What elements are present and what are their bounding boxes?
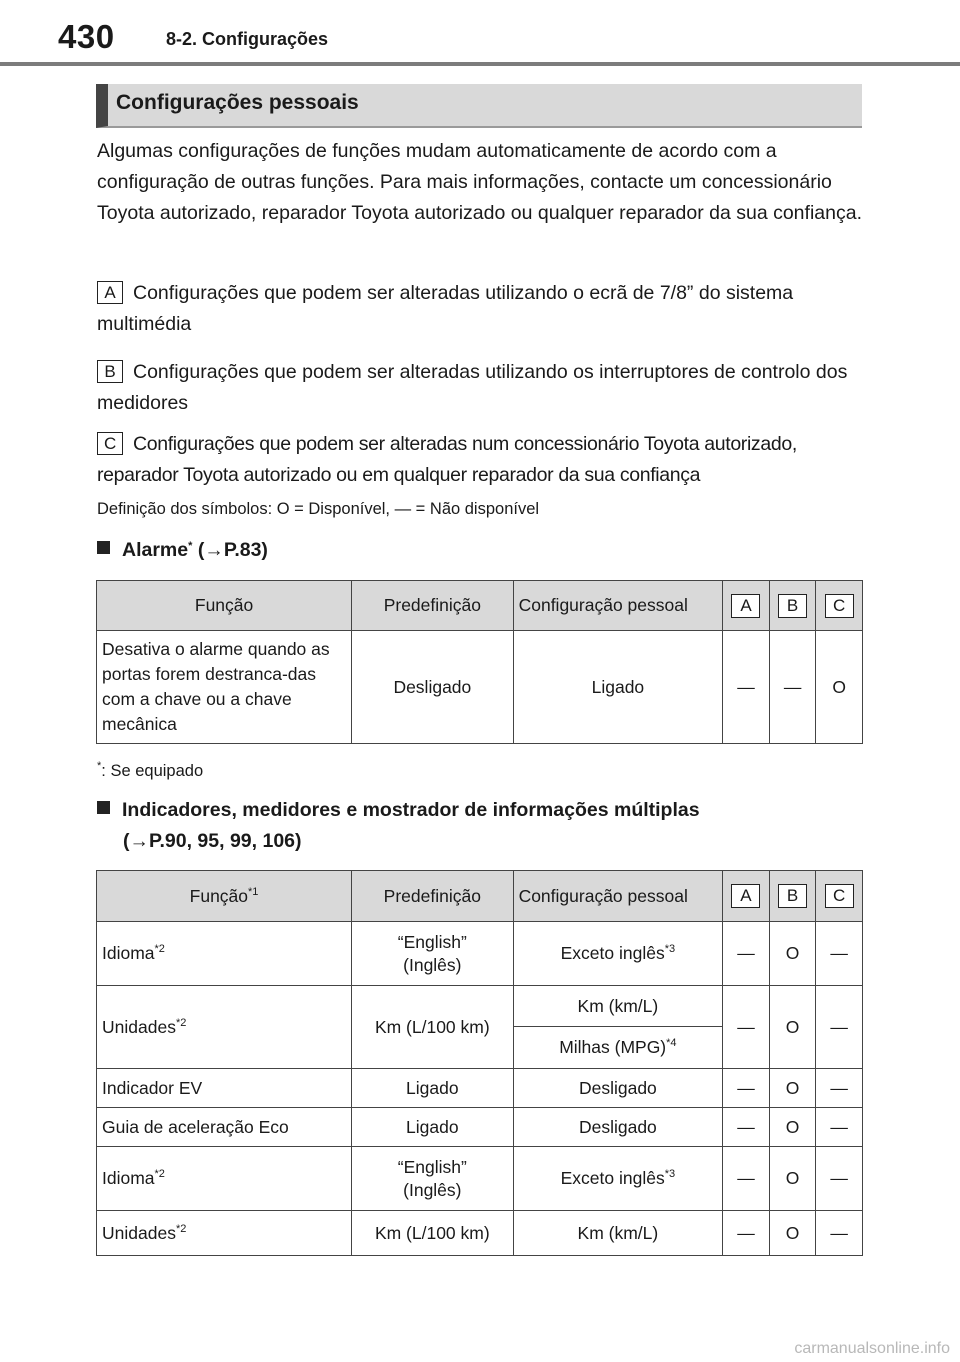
cell-b: O <box>769 1108 816 1147</box>
cell-default: “English” (Inglês) <box>352 1147 513 1211</box>
letter-box-c: C <box>825 594 854 618</box>
square-bullet-icon <box>97 801 110 814</box>
header-rule <box>0 62 960 66</box>
cell-function: Idioma$^{*2}$ <box>97 1147 352 1211</box>
col-header-default: Predefinição <box>352 871 513 922</box>
cell-function: Unidades$^{*2}$ <box>97 986 352 1069</box>
alarm-heading-ref: (→P.83) <box>197 539 268 561</box>
letter-box-c: C <box>825 884 854 908</box>
cell-function: Idioma$^{*2}$ <box>97 922 352 986</box>
legend-letter-c: C <box>97 432 123 455</box>
alarm-table-header <box>97 581 863 631</box>
cell-c: — <box>816 986 863 1069</box>
cell-personal: Km (km/L) <box>513 986 723 1027</box>
cell-b: O <box>769 922 816 986</box>
cell-function: Indicador EV <box>97 1069 352 1108</box>
cell-b: — <box>769 631 816 744</box>
cell-default: “English” (Inglês) <box>352 922 513 986</box>
col-header-function-sup: *1 <box>248 885 259 898</box>
cell-c: — <box>816 1069 863 1108</box>
cell-a: — <box>723 1211 770 1256</box>
col-header-a <box>723 581 770 631</box>
cell-function: Guia de aceleração Eco <box>97 1108 352 1147</box>
cell-b: O <box>769 1147 816 1211</box>
alarm-heading: Alarme <box>122 539 189 561</box>
cell-personal: Km (km/L) <box>513 1211 723 1256</box>
cell-personal: Desligado <box>513 1108 723 1147</box>
cell-personal: Ligado <box>513 631 723 744</box>
legend-text-b: Configurações que podem ser alteradas utilizando os interruptores de controlo dos medidores <box>97 361 848 414</box>
square-bullet-icon <box>97 541 110 554</box>
col-header-b <box>769 871 816 922</box>
col-header-c <box>816 581 863 631</box>
cell-default: Ligado <box>352 1108 513 1147</box>
cell-a: — <box>723 986 770 1069</box>
cell-a: — <box>723 1108 770 1147</box>
section-title-bar <box>96 84 862 128</box>
indicators-heading-line1: Indicadores, medidores e mostrador de informações múltiplas <box>122 799 700 821</box>
legend-item-a <box>97 278 867 340</box>
footnote-text: : Se equipado <box>101 762 204 780</box>
legend-text-c: Configurações que podem ser alteradas num concessionário Toyota autorizado, reparador Toyota autorizado ou em qualquer reparador da sua confiança <box>97 433 797 486</box>
cell-function: Desativa o alarme quando as portas forem destranca-das com a chave ou a chave mecânica <box>97 631 352 744</box>
page-number: 430 <box>58 18 115 55</box>
cell-default: Ligado <box>352 1069 513 1108</box>
col-header-c <box>816 871 863 922</box>
cell-c: — <box>816 1108 863 1147</box>
col-header-function: Função <box>97 581 352 631</box>
table-row <box>97 1147 863 1211</box>
cell-function: Unidades$^{*2}$ <box>97 1211 352 1256</box>
cell-a: — <box>723 1069 770 1108</box>
legend-item-c <box>97 429 867 491</box>
subheading-indicators <box>97 795 700 857</box>
cell-a: — <box>723 1147 770 1211</box>
letter-box-a: A <box>731 594 760 618</box>
letter-box-a: A <box>731 884 760 908</box>
col-header-a <box>723 871 770 922</box>
cell-personal: Exceto inglês$^{*3}$ <box>513 922 723 986</box>
cell-c: — <box>816 1147 863 1211</box>
col-header-personal: Configuração pessoal <box>513 871 723 922</box>
letter-box-b: B <box>778 884 807 908</box>
indicators-heading-line2: (→P.90, 95, 99, 106) <box>123 830 302 852</box>
col-header-function: Função$^{*1}$ <box>97 871 352 922</box>
cell-b: O <box>769 1211 816 1256</box>
cell-b: O <box>769 1069 816 1108</box>
legend-letter-b: B <box>97 360 123 383</box>
indicators-table <box>96 870 863 1256</box>
cell-c: — <box>816 922 863 986</box>
section-label: 8-2. Configurações <box>166 29 329 49</box>
table-row <box>97 1069 863 1108</box>
cell-default: Km (L/100 km) <box>352 986 513 1069</box>
legend-letter-a: A <box>97 281 123 304</box>
col-header-default: Predefinição <box>352 581 513 631</box>
table-row <box>97 631 863 744</box>
alarm-footnote <box>97 762 203 781</box>
col-header-b <box>769 581 816 631</box>
watermark: carmanualsonline.info <box>794 1340 950 1357</box>
table-row <box>97 922 863 986</box>
cell-personal: Exceto inglês$^{*3}$ <box>513 1147 723 1211</box>
page-header <box>0 0 960 70</box>
cell-c: — <box>816 1211 863 1256</box>
alarm-table <box>96 580 863 744</box>
table-row <box>97 1211 863 1256</box>
cell-a: — <box>723 922 770 986</box>
section-title: Configurações pessoais <box>116 91 359 114</box>
cell-default: Desligado <box>352 631 513 744</box>
alarm-heading-sup: * <box>188 540 193 552</box>
footnote-mark: * <box>97 760 102 772</box>
cell-b: O <box>769 986 816 1069</box>
subheading-alarm <box>97 535 268 566</box>
letter-box-b: B <box>778 594 807 618</box>
table-row <box>97 986 863 1027</box>
table-row <box>97 1108 863 1147</box>
cell-personal: Desligado <box>513 1069 723 1108</box>
intro-paragraph: Algumas configurações de funções mudam automaticamente de acordo com a configuração de outras funções. Para mais informações, contacte um concessionário Toyota autorizado, reparador Toyota autorizado ou qualquer reparador da sua confiança. <box>97 140 862 224</box>
indicators-table-header <box>97 871 863 922</box>
cell-c: O <box>816 631 863 744</box>
legend-text-a: Configurações que podem ser alteradas utilizando o ecrã de 7/8” do sistema multimédia <box>97 282 794 335</box>
cell-personal: Milhas (MPG)$^{*4}$ <box>513 1027 723 1069</box>
legend-item-b <box>97 357 867 419</box>
col-header-personal: Configuração pessoal <box>513 581 723 631</box>
symbol-definition: Definição dos símbolos: O = Disponível, — = Não disponível <box>97 500 540 518</box>
cell-a: — <box>723 631 770 744</box>
cell-default: Km (L/100 km) <box>352 1211 513 1256</box>
